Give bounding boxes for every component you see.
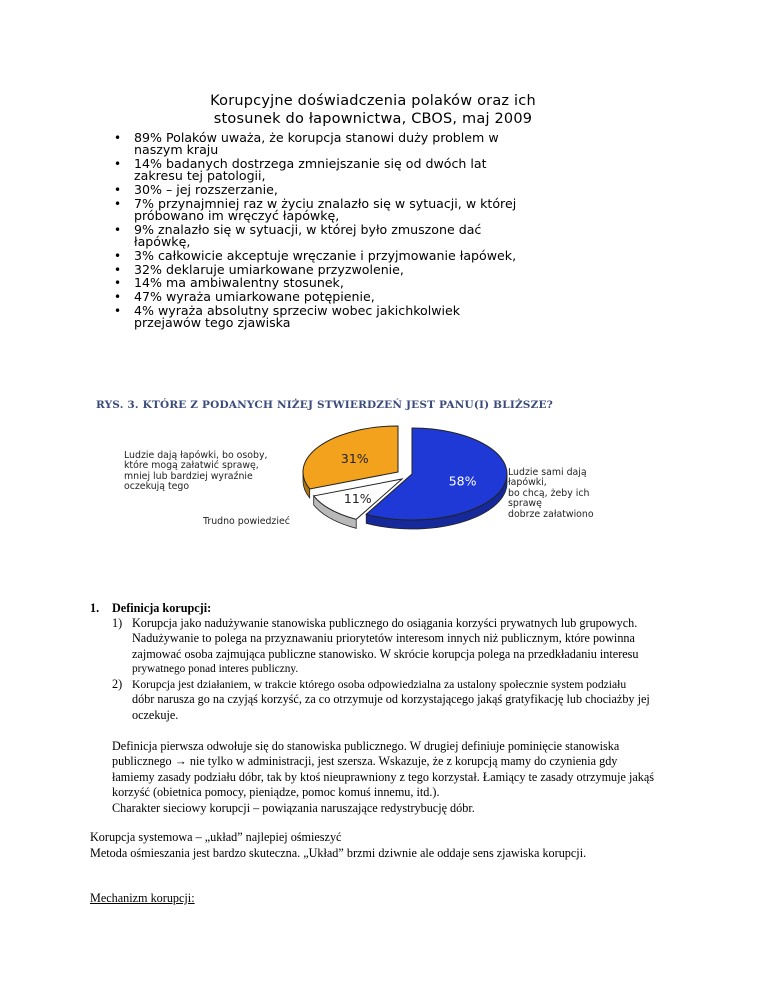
bullet-text-line: 89% Polaków uważa, że korupcja stanowi duży problem w	[134, 130, 499, 145]
paragraph-line: Definicja pierwsza odwołuje się do stanowiska publicznego. W drugiej definiuje pominięcie stanowiska	[112, 739, 620, 754]
definition-line: dóbr narusza go na czyjąś korzyść, za co otrzymuje od korzystającego jakąś gratyfikację lub chociażby jej	[132, 692, 650, 707]
pie-category-label-line: dobrze załatwiono	[508, 508, 594, 520]
paragraph-line: publicznego → nie tylko w administracji, jest szersza. Wskazuje, że z korupcją mamy do czynienia gdy	[112, 754, 618, 769]
bullet-marker: •	[114, 262, 122, 277]
slide-bullet	[108, 184, 638, 196]
slide-title	[108, 92, 638, 128]
commentary-paragraph	[112, 739, 670, 816]
pie-value-label: 31%	[340, 450, 369, 466]
bullet-text-line: łapówkę,	[134, 234, 191, 249]
definition-item	[112, 616, 670, 677]
bullet-marker: •	[114, 222, 122, 237]
pie-category-label	[124, 451, 268, 493]
bullet-marker: •	[114, 276, 122, 291]
pie-category-label-line: oczekują tego	[124, 481, 190, 493]
bullet-text-line: zakresu tej patologii,	[134, 168, 266, 184]
bullet-text-line: 14% ma ambiwalentny stosunek,	[134, 275, 344, 291]
paragraph-line: korzyść (obietnica pomocy, pieniądze, pomoc komuś innemu, itd.).	[112, 785, 440, 800]
bullet-text-line: naszym kraju	[134, 142, 219, 158]
slide-title-line-1: Korupcyjne doświadczenia polaków oraz ich	[210, 93, 536, 109]
definition-line: Korupcja jest działaniem, w trakcie którego osoba odpowiedzialna za ustalony społecznie system podziału	[132, 678, 627, 692]
section-number: 1.	[90, 601, 100, 615]
pie-chart-figure	[96, 396, 616, 546]
bullet-marker: •	[114, 303, 122, 318]
bullet-text-line: 14% badanych dostrzega zmniejszanie się od dwóch lat	[134, 156, 487, 171]
chart-title: RYS. 3. KTÓRE Z PODANYCH NIŻEJ STWIERDZEŃ JEST PANU(I) BLIŻSZE?	[96, 399, 554, 411]
pie-category-label-line: które mogą załatwić sprawę,	[124, 460, 259, 472]
slide-bullet	[108, 302, 638, 331]
slide-bullet	[108, 158, 638, 182]
pie-category-label-line: bo chcą, żeby ich sprawę	[508, 487, 590, 510]
slide-bullet	[108, 261, 638, 277]
bullet-marker: •	[114, 131, 122, 145]
pie-category-label	[508, 468, 616, 520]
pie-value-label: 58%	[448, 473, 477, 489]
bullet-text-line: 47% wyraża umiarkowane potępienie,	[134, 289, 375, 305]
pie-category-label-line: Ludzie dają łapówki, bo osoby,	[124, 450, 268, 461]
pie-category-label-line: Ludzie sami dają łapówki,	[508, 467, 587, 489]
definition-number: 1)	[112, 616, 123, 630]
system-corruption-text	[90, 830, 670, 861]
section-heading	[90, 601, 670, 616]
slide-bullet	[108, 221, 638, 249]
slide-bullet	[108, 247, 638, 263]
definition-line: Nadużywanie to polega na przyznawaniu priorytetów interesom innych niż publicznym, które powinna	[132, 631, 635, 646]
bullet-marker: •	[114, 183, 122, 197]
document-body	[90, 601, 670, 906]
definition-line: oczekuje.	[132, 707, 179, 722]
definition-line: prywatnego ponad interes publiczny.	[132, 662, 299, 675]
system-line-1: Korupcja systemowa – „układ” najlepiej ośmieszyć	[90, 830, 342, 845]
paragraph-line: Charakter sieciowy korupcji – powiązania naruszające redystrybucję dóbr.	[112, 800, 475, 815]
pie-category-label-line: mniej lub bardziej wyraźnie	[124, 470, 253, 482]
pie-category-label-line: Trudno powiedzieć	[203, 516, 290, 527]
paragraph-line: łamiemy zasady podziału dóbr, tak by ktoś nieuprawniony z tego korzystał. Łamiący te zasady otrzymuje jakąś	[112, 769, 655, 784]
bullet-text-line: 30% – jej rozszerzanie,	[134, 182, 278, 197]
bullet-text-line: 4% wyraża absolutny sprzeciw wobec jakichkolwiek	[134, 302, 461, 318]
bullet-text-line: 32% deklaruje umiarkowane przyzwolenie,	[134, 261, 404, 277]
pie-category-label	[203, 517, 290, 527]
slide-bullet	[108, 132, 638, 156]
definition-number: 2)	[112, 677, 123, 692]
section-title: Definicja korupcji:	[112, 601, 212, 615]
slide-bullet	[108, 195, 638, 223]
slide-bullet	[108, 291, 638, 303]
slide-title-line-2: stosunek do łapownictwa, CBOS, maj 2009	[213, 111, 533, 127]
bullet-text-line: 9% znalazło się w sytuacji, w której było zmuszone dać	[134, 221, 482, 237]
bullet-text-line: 3% całkowicie akceptuje wręczanie i przyjmowanie łapówek,	[134, 247, 517, 263]
slide-bullet-list	[108, 132, 638, 329]
definition-line: Korupcja jako nadużywanie stanowiska publicznego do osiągania korzyści prywatnych lub grupowych.	[132, 616, 638, 630]
bullet-marker: •	[114, 248, 122, 263]
mechanism-heading: Mechanizm korupcji:	[90, 890, 195, 905]
system-line-2: Metoda ośmieszania jest bardzo skuteczna. „Układ” brzmi dziwnie ale oddaje sens zjawiska korupcji.	[90, 845, 587, 860]
definition-item	[112, 677, 670, 723]
slide-image	[108, 92, 638, 331]
bullet-marker: •	[114, 290, 122, 305]
slide-bullet	[108, 277, 638, 289]
bullet-text-line: przejawów tego zjawiska	[134, 315, 291, 331]
bullet-text-line: próbowano im wręczyć łapówkę,	[134, 208, 340, 223]
bullet-marker: •	[114, 196, 122, 211]
bullet-text-line: 7% przynajmniej raz w życiu znalazło się w sytuacji, w której	[134, 195, 517, 211]
definition-line: zajmować osoba zajmująca publiczne stanowisko. W skrócie korupcja polega na przedkładaniu interesu	[132, 646, 639, 661]
bullet-marker: •	[114, 157, 122, 171]
pie-value-label: 11%	[343, 490, 372, 506]
